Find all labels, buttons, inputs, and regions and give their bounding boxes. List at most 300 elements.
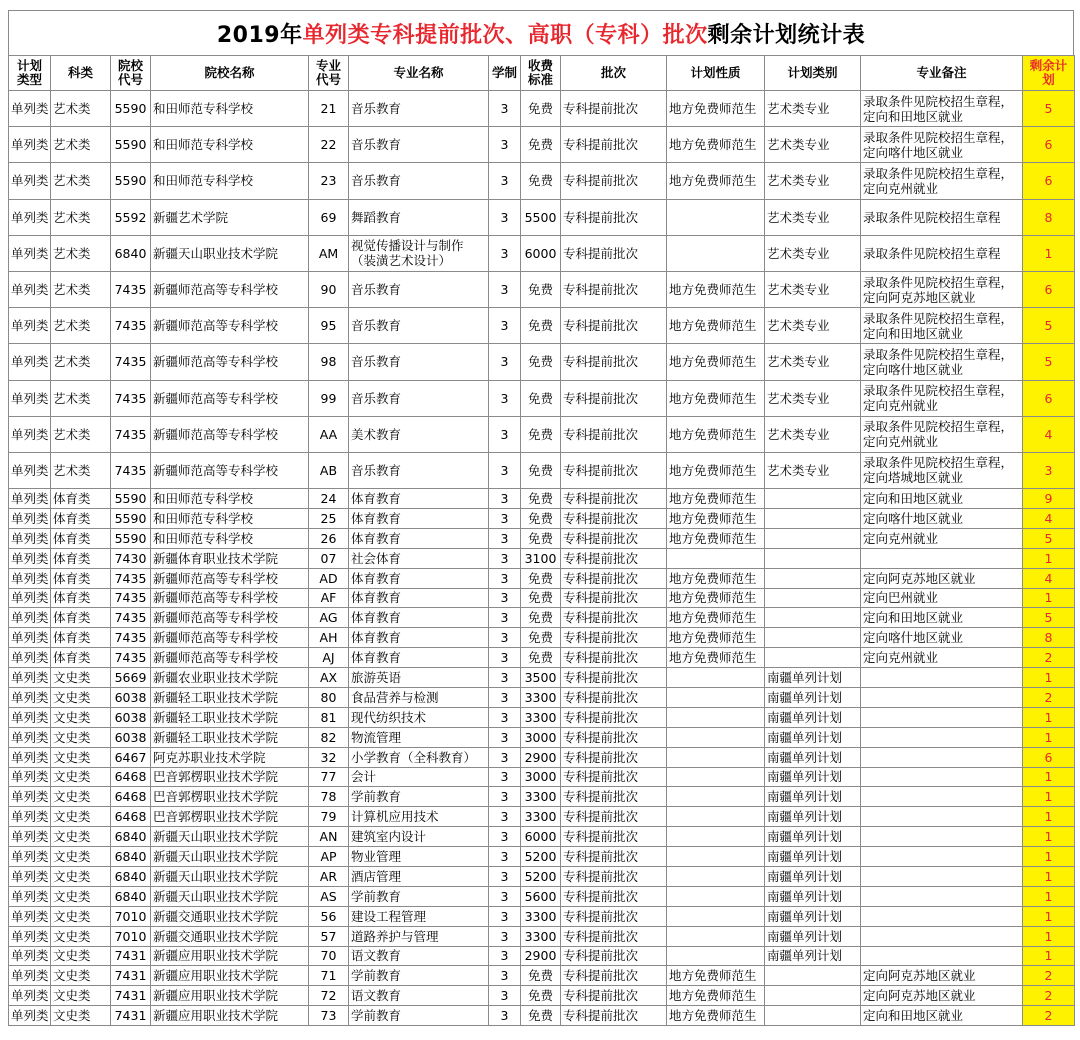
cell-major-note: 录取条件见院校招生章程，定向克州就业 (861, 416, 1023, 452)
cell-batch: 专科提前批次 (561, 687, 667, 707)
table-row (9, 727, 1075, 747)
cell-plan-category (765, 548, 861, 568)
cell-major-note: 定向喀什地区就业 (861, 508, 1023, 528)
table-row (9, 568, 1075, 588)
cell-major-code: 80 (309, 687, 349, 707)
cell-plan-nature: 地方免费师范生 (667, 489, 765, 509)
cell-remaining-plan: 1 (1023, 707, 1075, 727)
cell-batch: 专科提前批次 (561, 827, 667, 847)
cell-school-name: 和田师范专科学校 (151, 528, 309, 548)
cell-plan-type: 单列类 (9, 508, 51, 528)
cell-major-name: 体育教育 (349, 528, 489, 548)
cell-fee: 3300 (521, 707, 561, 727)
cell-subject-category: 文史类 (51, 926, 111, 946)
cell-fee: 免费 (521, 308, 561, 344)
cell-plan-category: 南疆单列计划 (765, 847, 861, 867)
cell-major-name: 会计 (349, 767, 489, 787)
cell-school-code: 7435 (111, 588, 151, 608)
cell-plan-category (765, 528, 861, 548)
cell-school-code: 7435 (111, 452, 151, 488)
cell-school-code: 7430 (111, 548, 151, 568)
cell-subject-category: 文史类 (51, 886, 111, 906)
table-row (9, 827, 1075, 847)
cell-plan-type: 单列类 (9, 608, 51, 628)
cell-remaining-plan: 6 (1023, 747, 1075, 767)
header-school-name: 院校名称 (151, 56, 309, 91)
cell-batch: 专科提前批次 (561, 1006, 667, 1026)
cell-fee: 免费 (521, 91, 561, 127)
cell-major-note (861, 906, 1023, 926)
cell-major-code: AM (309, 235, 349, 271)
cell-plan-type: 单列类 (9, 568, 51, 588)
cell-plan-category: 南疆单列计划 (765, 866, 861, 886)
cell-major-code: AD (309, 568, 349, 588)
cell-major-note: 录取条件见院校招生章程，定向克州就业 (861, 380, 1023, 416)
cell-batch: 专科提前批次 (561, 866, 667, 886)
cell-major-note: 录取条件见院校招生章程，定向克州就业 (861, 163, 1023, 199)
header-remaining-plan: 剩余计划 (1023, 56, 1075, 91)
cell-plan-category: 南疆单列计划 (765, 787, 861, 807)
cell-plan-nature: 地方免费师范生 (667, 163, 765, 199)
cell-plan-nature: 地方免费师范生 (667, 508, 765, 528)
cell-major-note: 定向和田地区就业 (861, 1006, 1023, 1026)
cell-major-note (861, 886, 1023, 906)
cell-plan-category: 艺术类专业 (765, 163, 861, 199)
cell-major-code: AJ (309, 648, 349, 668)
cell-subject-category: 艺术类 (51, 308, 111, 344)
cell-batch: 专科提前批次 (561, 986, 667, 1006)
cell-subject-category: 体育类 (51, 588, 111, 608)
cell-major-code: AH (309, 628, 349, 648)
cell-major-name: 语文教育 (349, 946, 489, 966)
cell-fee: 免费 (521, 380, 561, 416)
cell-major-name: 社会体育 (349, 548, 489, 568)
cell-major-note (861, 747, 1023, 767)
table-row (9, 707, 1075, 727)
cell-batch: 专科提前批次 (561, 946, 667, 966)
cell-remaining-plan: 6 (1023, 163, 1075, 199)
cell-school-name: 新疆体育职业技术学院 (151, 548, 309, 568)
cell-remaining-plan: 1 (1023, 787, 1075, 807)
table-row (9, 235, 1075, 271)
cell-major-code: 57 (309, 926, 349, 946)
header-subject-category: 科类 (51, 56, 111, 91)
cell-plan-nature: 地方免费师范生 (667, 648, 765, 668)
cell-major-code: 82 (309, 727, 349, 747)
cell-plan-nature (667, 847, 765, 867)
cell-plan-type: 单列类 (9, 1006, 51, 1026)
cell-school-code: 7435 (111, 271, 151, 307)
cell-batch: 专科提前批次 (561, 163, 667, 199)
cell-school-name: 阿克苏职业技术学院 (151, 747, 309, 767)
cell-school-code: 7435 (111, 416, 151, 452)
cell-plan-category: 艺术类专业 (765, 127, 861, 163)
table-row (9, 687, 1075, 707)
cell-major-code: 90 (309, 271, 349, 307)
cell-duration: 3 (489, 452, 521, 488)
cell-batch: 专科提前批次 (561, 344, 667, 380)
cell-school-code: 6840 (111, 866, 151, 886)
table-row (9, 489, 1075, 509)
cell-school-code: 7435 (111, 380, 151, 416)
cell-school-code: 6468 (111, 767, 151, 787)
cell-major-name: 语文教育 (349, 986, 489, 1006)
cell-plan-nature: 地方免费师范生 (667, 271, 765, 307)
cell-duration: 3 (489, 787, 521, 807)
table-row (9, 886, 1075, 906)
cell-subject-category: 体育类 (51, 548, 111, 568)
cell-duration: 3 (489, 1006, 521, 1026)
table-row (9, 416, 1075, 452)
cell-school-name: 新疆农业职业技术学院 (151, 668, 309, 688)
cell-major-name: 物业管理 (349, 847, 489, 867)
table-row (9, 986, 1075, 1006)
cell-subject-category: 艺术类 (51, 235, 111, 271)
cell-major-note (861, 668, 1023, 688)
cell-school-name: 新疆师范高等专科学校 (151, 628, 309, 648)
cell-remaining-plan: 8 (1023, 628, 1075, 648)
cell-major-code: 23 (309, 163, 349, 199)
cell-duration: 3 (489, 344, 521, 380)
cell-duration: 3 (489, 926, 521, 946)
cell-duration: 3 (489, 548, 521, 568)
cell-major-name: 音乐教育 (349, 452, 489, 488)
cell-plan-type: 单列类 (9, 628, 51, 648)
cell-fee: 5200 (521, 847, 561, 867)
cell-plan-nature: 地方免费师范生 (667, 528, 765, 548)
cell-duration: 3 (489, 847, 521, 867)
cell-major-name: 物流管理 (349, 727, 489, 747)
cell-plan-category: 南疆单列计划 (765, 727, 861, 747)
cell-major-name: 体育教育 (349, 489, 489, 509)
table-row (9, 866, 1075, 886)
cell-plan-category: 艺术类专业 (765, 308, 861, 344)
cell-fee: 6000 (521, 235, 561, 271)
cell-remaining-plan: 1 (1023, 235, 1075, 271)
cell-plan-category: 南疆单列计划 (765, 926, 861, 946)
cell-school-name: 新疆师范高等专科学校 (151, 308, 309, 344)
cell-major-code: 81 (309, 707, 349, 727)
cell-subject-category: 文史类 (51, 807, 111, 827)
cell-major-note: 定向克州就业 (861, 528, 1023, 548)
title-suffix: 剩余计划统计表 (707, 22, 866, 48)
cell-school-name: 新疆应用职业技术学院 (151, 946, 309, 966)
cell-fee: 免费 (521, 1006, 561, 1026)
table-row (9, 380, 1075, 416)
cell-plan-type: 单列类 (9, 380, 51, 416)
cell-plan-nature (667, 707, 765, 727)
cell-batch: 专科提前批次 (561, 508, 667, 528)
cell-batch: 专科提前批次 (561, 847, 667, 867)
table-row (9, 508, 1075, 528)
cell-plan-nature: 地方免费师范生 (667, 308, 765, 344)
table-row (9, 548, 1075, 568)
cell-major-code: 95 (309, 308, 349, 344)
cell-plan-nature: 地方免费师范生 (667, 344, 765, 380)
cell-school-name: 和田师范专科学校 (151, 91, 309, 127)
cell-major-note: 录取条件见院校招生章程，定向喀什地区就业 (861, 344, 1023, 380)
cell-fee: 免费 (521, 489, 561, 509)
cell-remaining-plan: 5 (1023, 344, 1075, 380)
cell-school-code: 7010 (111, 926, 151, 946)
cell-remaining-plan: 4 (1023, 568, 1075, 588)
cell-subject-category: 体育类 (51, 608, 111, 628)
cell-major-name: 音乐教育 (349, 271, 489, 307)
cell-batch: 专科提前批次 (561, 489, 667, 509)
cell-major-name: 现代纺织技术 (349, 707, 489, 727)
cell-plan-nature: 地方免费师范生 (667, 628, 765, 648)
cell-school-name: 新疆天山职业技术学院 (151, 847, 309, 867)
table-row (9, 847, 1075, 867)
cell-subject-category: 文史类 (51, 847, 111, 867)
cell-major-code: 98 (309, 344, 349, 380)
cell-plan-type: 单列类 (9, 866, 51, 886)
cell-school-name: 新疆应用职业技术学院 (151, 966, 309, 986)
cell-subject-category: 文史类 (51, 866, 111, 886)
cell-subject-category: 文史类 (51, 747, 111, 767)
cell-plan-type: 单列类 (9, 787, 51, 807)
cell-subject-category: 艺术类 (51, 344, 111, 380)
cell-fee: 5500 (521, 199, 561, 235)
cell-subject-category: 文史类 (51, 827, 111, 847)
cell-major-code: AA (309, 416, 349, 452)
cell-plan-category: 南疆单列计划 (765, 668, 861, 688)
cell-school-name: 和田师范专科学校 (151, 163, 309, 199)
cell-school-code: 7435 (111, 628, 151, 648)
cell-major-note: 录取条件见院校招生章程，定向和田地区就业 (861, 308, 1023, 344)
cell-fee: 免费 (521, 568, 561, 588)
table-row (9, 199, 1075, 235)
cell-remaining-plan: 6 (1023, 127, 1075, 163)
cell-fee: 免费 (521, 163, 561, 199)
cell-school-code: 6840 (111, 886, 151, 906)
cell-school-code: 7435 (111, 308, 151, 344)
cell-plan-nature: 地方免费师范生 (667, 588, 765, 608)
cell-plan-type: 单列类 (9, 687, 51, 707)
cell-plan-type: 单列类 (9, 926, 51, 946)
cell-fee: 免费 (521, 608, 561, 628)
cell-remaining-plan: 1 (1023, 886, 1075, 906)
cell-major-code: 78 (309, 787, 349, 807)
cell-major-note: 定向巴州就业 (861, 588, 1023, 608)
cell-school-code: 6840 (111, 827, 151, 847)
cell-plan-type: 单列类 (9, 946, 51, 966)
cell-plan-category: 南疆单列计划 (765, 906, 861, 926)
cell-school-code: 7435 (111, 648, 151, 668)
cell-duration: 3 (489, 886, 521, 906)
cell-duration: 3 (489, 416, 521, 452)
cell-major-note: 定向克州就业 (861, 648, 1023, 668)
cell-plan-type: 单列类 (9, 648, 51, 668)
cell-fee: 2900 (521, 747, 561, 767)
cell-remaining-plan: 2 (1023, 687, 1075, 707)
sheet-title (8, 10, 1074, 55)
cell-school-name: 新疆师范高等专科学校 (151, 271, 309, 307)
cell-subject-category: 体育类 (51, 489, 111, 509)
cell-plan-type: 单列类 (9, 668, 51, 688)
cell-plan-category: 艺术类专业 (765, 452, 861, 488)
cell-major-name: 体育教育 (349, 568, 489, 588)
cell-school-code: 7435 (111, 608, 151, 628)
cell-major-code: 24 (309, 489, 349, 509)
cell-remaining-plan: 1 (1023, 926, 1075, 946)
header-school-code: 院校代号 (111, 56, 151, 91)
cell-batch: 专科提前批次 (561, 91, 667, 127)
table-row (9, 127, 1075, 163)
cell-major-name: 音乐教育 (349, 91, 489, 127)
cell-subject-category: 文史类 (51, 986, 111, 1006)
table-row (9, 807, 1075, 827)
table-row (9, 906, 1075, 926)
cell-plan-type: 单列类 (9, 91, 51, 127)
cell-remaining-plan: 5 (1023, 91, 1075, 127)
cell-plan-nature (667, 787, 765, 807)
cell-subject-category: 文史类 (51, 1006, 111, 1026)
cell-duration: 3 (489, 163, 521, 199)
cell-remaining-plan: 1 (1023, 946, 1075, 966)
cell-school-code: 6038 (111, 727, 151, 747)
cell-duration: 3 (489, 380, 521, 416)
cell-major-name: 音乐教育 (349, 127, 489, 163)
cell-subject-category: 艺术类 (51, 452, 111, 488)
header-plan-nature: 计划性质 (667, 56, 765, 91)
table-row (9, 966, 1075, 986)
cell-fee: 3000 (521, 727, 561, 747)
cell-plan-type: 单列类 (9, 235, 51, 271)
cell-school-code: 5590 (111, 163, 151, 199)
cell-subject-category: 体育类 (51, 628, 111, 648)
header-batch: 批次 (561, 56, 667, 91)
cell-remaining-plan: 1 (1023, 767, 1075, 787)
cell-major-note: 定向阿克苏地区就业 (861, 966, 1023, 986)
cell-school-name: 新疆交通职业技术学院 (151, 926, 309, 946)
cell-major-code: 71 (309, 966, 349, 986)
cell-school-name: 新疆天山职业技术学院 (151, 235, 309, 271)
cell-duration: 3 (489, 608, 521, 628)
table-row (9, 528, 1075, 548)
cell-major-note (861, 548, 1023, 568)
cell-plan-category (765, 966, 861, 986)
cell-duration: 3 (489, 489, 521, 509)
cell-major-name: 学前教育 (349, 787, 489, 807)
cell-plan-category: 南疆单列计划 (765, 827, 861, 847)
cell-major-name: 体育教育 (349, 628, 489, 648)
cell-batch: 专科提前批次 (561, 199, 667, 235)
header-major-note: 专业备注 (861, 56, 1023, 91)
cell-remaining-plan: 5 (1023, 528, 1075, 548)
cell-subject-category: 艺术类 (51, 199, 111, 235)
cell-major-name: 音乐教育 (349, 163, 489, 199)
cell-school-code: 5590 (111, 508, 151, 528)
cell-plan-type: 单列类 (9, 966, 51, 986)
cell-school-name: 巴音郭楞职业技术学院 (151, 767, 309, 787)
cell-duration: 3 (489, 827, 521, 847)
cell-remaining-plan: 5 (1023, 308, 1075, 344)
table-row (9, 946, 1075, 966)
cell-batch: 专科提前批次 (561, 966, 667, 986)
cell-major-name: 音乐教育 (349, 380, 489, 416)
cell-major-code: 70 (309, 946, 349, 966)
spreadsheet (8, 10, 1074, 1026)
cell-school-code: 6468 (111, 807, 151, 827)
cell-school-name: 巴音郭楞职业技术学院 (151, 787, 309, 807)
cell-major-name: 旅游英语 (349, 668, 489, 688)
table-row (9, 344, 1075, 380)
cell-major-name: 舞蹈教育 (349, 199, 489, 235)
cell-major-code: AS (309, 886, 349, 906)
cell-batch: 专科提前批次 (561, 886, 667, 906)
cell-batch: 专科提前批次 (561, 588, 667, 608)
cell-remaining-plan: 1 (1023, 668, 1075, 688)
cell-major-code: AX (309, 668, 349, 688)
cell-major-note: 录取条件见院校招生章程 (861, 199, 1023, 235)
cell-plan-type: 单列类 (9, 452, 51, 488)
cell-major-note (861, 847, 1023, 867)
cell-duration: 3 (489, 727, 521, 747)
cell-plan-category: 艺术类专业 (765, 235, 861, 271)
cell-batch: 专科提前批次 (561, 452, 667, 488)
header-fee: 收费标准 (521, 56, 561, 91)
cell-remaining-plan: 2 (1023, 648, 1075, 668)
cell-plan-category: 南疆单列计划 (765, 767, 861, 787)
cell-major-name: 体育教育 (349, 588, 489, 608)
cell-plan-type: 单列类 (9, 489, 51, 509)
cell-fee: 免费 (521, 127, 561, 163)
plan-table (8, 55, 1075, 1026)
cell-plan-type: 单列类 (9, 308, 51, 344)
cell-plan-type: 单列类 (9, 199, 51, 235)
cell-plan-category: 南疆单列计划 (765, 807, 861, 827)
cell-plan-nature: 地方免费师范生 (667, 966, 765, 986)
table-row (9, 308, 1075, 344)
header-row (9, 56, 1075, 91)
cell-duration: 3 (489, 807, 521, 827)
cell-batch: 专科提前批次 (561, 668, 667, 688)
cell-remaining-plan: 3 (1023, 452, 1075, 488)
cell-plan-category: 南疆单列计划 (765, 886, 861, 906)
cell-subject-category: 文史类 (51, 707, 111, 727)
cell-school-code: 7010 (111, 906, 151, 926)
table-row (9, 271, 1075, 307)
cell-batch: 专科提前批次 (561, 648, 667, 668)
cell-school-code: 5590 (111, 528, 151, 548)
cell-batch: 专科提前批次 (561, 235, 667, 271)
cell-subject-category: 体育类 (51, 568, 111, 588)
cell-batch: 专科提前批次 (561, 127, 667, 163)
cell-major-code: 25 (309, 508, 349, 528)
cell-fee: 3300 (521, 807, 561, 827)
cell-fee: 6000 (521, 827, 561, 847)
cell-plan-nature: 地方免费师范生 (667, 380, 765, 416)
cell-plan-type: 单列类 (9, 588, 51, 608)
cell-major-name: 学前教育 (349, 1006, 489, 1026)
cell-major-note (861, 687, 1023, 707)
cell-major-note: 定向阿克苏地区就业 (861, 986, 1023, 1006)
cell-duration: 3 (489, 127, 521, 163)
cell-major-code: 72 (309, 986, 349, 1006)
cell-subject-category: 艺术类 (51, 416, 111, 452)
cell-plan-category: 南疆单列计划 (765, 747, 861, 767)
cell-major-note: 定向阿克苏地区就业 (861, 568, 1023, 588)
cell-major-note (861, 707, 1023, 727)
cell-school-name: 新疆轻工职业技术学院 (151, 727, 309, 747)
cell-major-note: 录取条件见院校招生章程 (861, 235, 1023, 271)
cell-remaining-plan: 1 (1023, 827, 1075, 847)
cell-school-name: 巴音郭楞职业技术学院 (151, 807, 309, 827)
cell-subject-category: 艺术类 (51, 127, 111, 163)
cell-major-name: 音乐教育 (349, 308, 489, 344)
cell-school-name: 新疆轻工职业技术学院 (151, 707, 309, 727)
